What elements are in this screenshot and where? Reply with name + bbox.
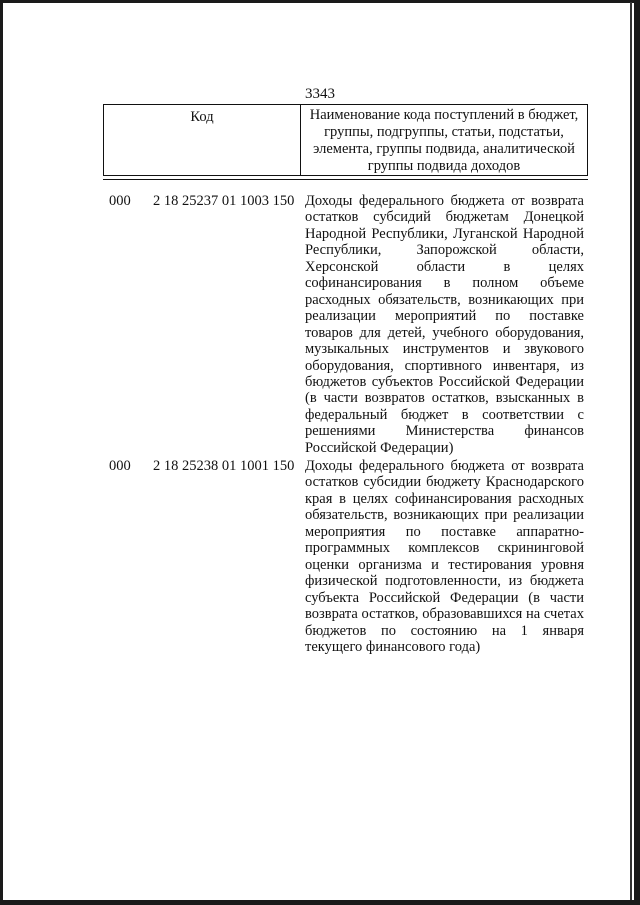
admin-code: 000 xyxy=(109,458,131,474)
scan-border-right xyxy=(634,0,640,905)
scan-border-top xyxy=(0,0,640,3)
header-rule xyxy=(103,179,588,180)
scan-border-left xyxy=(0,0,3,905)
page-number: 3343 xyxy=(305,86,335,102)
revenue-code: 2 18 25237 01 1003 150 xyxy=(153,193,295,209)
admin-code: 000 xyxy=(109,193,131,209)
revenue-description: Доходы федерального бюджета от возврата остатков субсидии бюджету Краснодарского края в целях софинансирования расходных обязательств, возникающих при реализации мероприятия по поставке аппаратно-программных комплексов скрининговой оценки организма и тестирования уровня физической подготовленности, из бюджета субъекта Российской Федерации (в части возврата остатков, образовавшихся на счетах бюджетов по состоянию на 1 января текущего финансового года) xyxy=(305,458,584,655)
header-table xyxy=(103,104,588,176)
header-code-label: Код xyxy=(190,109,214,125)
scan-border-bottom xyxy=(0,900,640,905)
header-name-label: Наименование кода поступлений в бюджет, группы, подгруппы, статьи, подстатьи, элемента, группы подвида, аналитической группы подвида доходов xyxy=(309,107,579,174)
scan-border-right-inner xyxy=(630,2,632,902)
revenue-code: 2 18 25238 01 1001 150 xyxy=(153,458,295,474)
revenue-description: Доходы федерального бюджета от возврата остатков субсидий бюджетам Донецкой Народной Республики, Луганской Народной Республики, Запорожской области, Херсонской области в целях софинансирования в полном объеме расходных обязательств, возникающих при реализации мероприятий по поставке товаров для детей, учебного оборудования, музыкальных инструментов и звукового оборудования, спортивного инвентаря, из бюджетов субъектов Российской Федерации (в части возвратов остатков, взысканных в федеральный бюджет в соответствии с решениями Министерства финансов Российской Федерации) xyxy=(305,193,584,456)
